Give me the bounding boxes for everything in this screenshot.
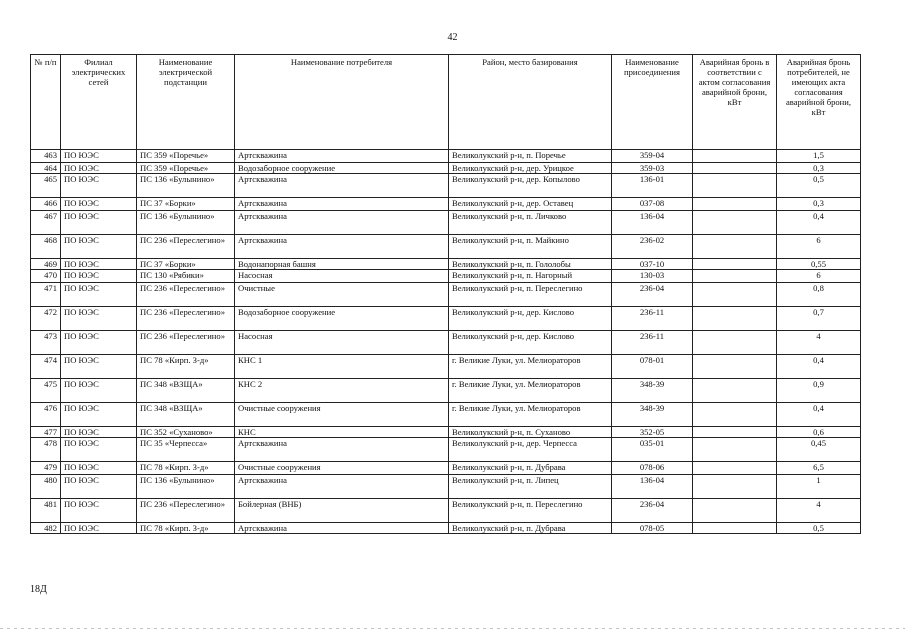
row-number-cell: 465 bbox=[31, 174, 61, 198]
reserve-act-cell bbox=[693, 198, 777, 211]
substation-cell: ПС 136 «Булынино» bbox=[137, 211, 235, 235]
header-cell: Наименование присоединения bbox=[612, 55, 693, 150]
table-row bbox=[31, 270, 861, 283]
district-cell: г. Великие Луки, ул. Мелиораторов bbox=[449, 379, 612, 403]
row-number-cell: 479 bbox=[31, 462, 61, 475]
row-number-cell: 471 bbox=[31, 283, 61, 307]
reserve-noact-cell: 0,4 bbox=[777, 355, 861, 379]
table-row bbox=[31, 523, 861, 534]
table-row bbox=[31, 499, 861, 523]
consumer-cell: Артскважина bbox=[235, 174, 449, 198]
branch-cell: ПО ЮЭС bbox=[61, 150, 137, 163]
row-number-cell: 478 bbox=[31, 438, 61, 462]
substation-cell: ПС 236 «Переслегино» bbox=[137, 307, 235, 331]
header-cell: Район, место базирования bbox=[449, 55, 612, 150]
connection-cell: 352-05 bbox=[612, 427, 693, 438]
reserve-act-cell bbox=[693, 379, 777, 403]
reserve-noact-cell: 0,4 bbox=[777, 211, 861, 235]
substation-cell: ПС 359 «Поречье» bbox=[137, 150, 235, 163]
consumer-cell: Артскважина bbox=[235, 211, 449, 235]
substation-cell: ПС 236 «Переслегино» bbox=[137, 283, 235, 307]
reserve-noact-cell: 6,5 bbox=[777, 462, 861, 475]
branch-cell: ПО ЮЭС bbox=[61, 523, 137, 534]
table-row bbox=[31, 259, 861, 270]
reserve-act-cell bbox=[693, 163, 777, 174]
substation-cell: ПС 348 «ВЗЩА» bbox=[137, 379, 235, 403]
row-number-cell: 476 bbox=[31, 403, 61, 427]
branch-cell: ПО ЮЭС bbox=[61, 438, 137, 462]
reserve-noact-cell: 6 bbox=[777, 270, 861, 283]
connection-cell: 348-39 bbox=[612, 403, 693, 427]
table-row bbox=[31, 462, 861, 475]
district-cell: Великолукский р-н, п. Дубрава bbox=[449, 462, 612, 475]
substation-cell: ПС 78 «Кирп. З-д» bbox=[137, 462, 235, 475]
table-row bbox=[31, 307, 861, 331]
table-row bbox=[31, 355, 861, 379]
district-cell: Великолукский р-н, дер. Копылово bbox=[449, 174, 612, 198]
consumer-cell: Насосная bbox=[235, 270, 449, 283]
reserve-table bbox=[30, 54, 861, 534]
table-row bbox=[31, 403, 861, 427]
connection-cell: 359-03 bbox=[612, 163, 693, 174]
row-number-cell: 466 bbox=[31, 198, 61, 211]
district-cell: Великолукский р-н, п. Переслегино bbox=[449, 283, 612, 307]
connection-cell: 130-03 bbox=[612, 270, 693, 283]
district-cell: Великолукский р-н, п. Суханово bbox=[449, 427, 612, 438]
reserve-noact-cell: 0,3 bbox=[777, 198, 861, 211]
substation-cell: ПС 352 «Суханово» bbox=[137, 427, 235, 438]
substation-cell: ПС 359 «Поречье» bbox=[137, 163, 235, 174]
reserve-act-cell bbox=[693, 270, 777, 283]
reserve-act-cell bbox=[693, 475, 777, 499]
branch-cell: ПО ЮЭС bbox=[61, 475, 137, 499]
consumer-cell: Бойлерная (ВНБ) bbox=[235, 499, 449, 523]
reserve-noact-cell: 0,6 bbox=[777, 427, 861, 438]
row-number-cell: 467 bbox=[31, 211, 61, 235]
district-cell: Великолукский р-н, дер. Кислово bbox=[449, 331, 612, 355]
reserve-noact-cell: 6 bbox=[777, 235, 861, 259]
reserve-noact-cell: 0,4 bbox=[777, 403, 861, 427]
table-row bbox=[31, 150, 861, 163]
table-row bbox=[31, 427, 861, 438]
consumer-cell: КНС bbox=[235, 427, 449, 438]
connection-cell: 136-04 bbox=[612, 211, 693, 235]
district-cell: Великолукский р-н, дер. Черпесса bbox=[449, 438, 612, 462]
row-number-cell: 481 bbox=[31, 499, 61, 523]
row-number-cell: 464 bbox=[31, 163, 61, 174]
reserve-noact-cell: 0,45 bbox=[777, 438, 861, 462]
reserve-act-cell bbox=[693, 331, 777, 355]
substation-cell: ПС 236 «Переслегино» bbox=[137, 331, 235, 355]
substation-cell: ПС 37 «Борки» bbox=[137, 259, 235, 270]
branch-cell: ПО ЮЭС bbox=[61, 163, 137, 174]
consumer-cell: Артскважина bbox=[235, 150, 449, 163]
row-number-cell: 477 bbox=[31, 427, 61, 438]
district-cell: Великолукский р-н, п. Майкино bbox=[449, 235, 612, 259]
row-number-cell: 482 bbox=[31, 523, 61, 534]
substation-cell: ПС 348 «ВЗЩА» bbox=[137, 403, 235, 427]
district-cell: Великолукский р-н, п. Поречье bbox=[449, 150, 612, 163]
branch-cell: ПО ЮЭС bbox=[61, 403, 137, 427]
connection-cell: 348-39 bbox=[612, 379, 693, 403]
branch-cell: ПО ЮЭС bbox=[61, 283, 137, 307]
reserve-act-cell bbox=[693, 403, 777, 427]
connection-cell: 078-01 bbox=[612, 355, 693, 379]
connection-cell: 037-08 bbox=[612, 198, 693, 211]
consumer-cell: Артскважина bbox=[235, 235, 449, 259]
branch-cell: ПО ЮЭС bbox=[61, 307, 137, 331]
header-row bbox=[31, 55, 861, 150]
row-number-cell: 469 bbox=[31, 259, 61, 270]
reserve-noact-cell: 4 bbox=[777, 499, 861, 523]
reserve-noact-cell: 1 bbox=[777, 475, 861, 499]
table-row bbox=[31, 331, 861, 355]
header-cell: Филиал электрических сетей bbox=[61, 55, 137, 150]
district-cell: Великолукский р-н, п. Липец bbox=[449, 475, 612, 499]
table-row bbox=[31, 475, 861, 499]
row-number-cell: 473 bbox=[31, 331, 61, 355]
consumer-cell: Очистные bbox=[235, 283, 449, 307]
substation-cell: ПС 78 «Кирп. З-д» bbox=[137, 355, 235, 379]
row-number-cell: 468 bbox=[31, 235, 61, 259]
reserve-act-cell bbox=[693, 499, 777, 523]
reserve-act-cell bbox=[693, 235, 777, 259]
consumer-cell: Водонапорная башня bbox=[235, 259, 449, 270]
connection-cell: 236-02 bbox=[612, 235, 693, 259]
substation-cell: ПС 35 «Черпесса» bbox=[137, 438, 235, 462]
reserve-act-cell bbox=[693, 174, 777, 198]
reserve-noact-cell: 0,8 bbox=[777, 283, 861, 307]
consumer-cell: Артскважина bbox=[235, 523, 449, 534]
reserve-act-cell bbox=[693, 259, 777, 270]
row-number-cell: 472 bbox=[31, 307, 61, 331]
substation-cell: ПС 136 «Булынино» bbox=[137, 174, 235, 198]
branch-cell: ПО ЮЭС bbox=[61, 379, 137, 403]
row-number-cell: 470 bbox=[31, 270, 61, 283]
header-cell: № п/п bbox=[31, 55, 61, 150]
consumer-cell: Артскважина bbox=[235, 438, 449, 462]
reserve-act-cell bbox=[693, 438, 777, 462]
connection-cell: 136-04 bbox=[612, 475, 693, 499]
reserve-noact-cell: 4 bbox=[777, 331, 861, 355]
substation-cell: ПС 236 «Переслегино» bbox=[137, 499, 235, 523]
branch-cell: ПО ЮЭС bbox=[61, 462, 137, 475]
district-cell: Великолукский р-н, п. Гололобы bbox=[449, 259, 612, 270]
row-number-cell: 475 bbox=[31, 379, 61, 403]
connection-cell: 035-01 bbox=[612, 438, 693, 462]
connection-cell: 078-05 bbox=[612, 523, 693, 534]
header-cell: Аварийная бронь в соответствии с актом согласования аварийной брони, кВт bbox=[693, 55, 777, 150]
table-row bbox=[31, 438, 861, 462]
branch-cell: ПО ЮЭС bbox=[61, 270, 137, 283]
reserve-act-cell bbox=[693, 283, 777, 307]
consumer-cell: Очистные сооружения bbox=[235, 403, 449, 427]
reserve-act-cell bbox=[693, 427, 777, 438]
branch-cell: ПО ЮЭС bbox=[61, 427, 137, 438]
row-number-cell: 474 bbox=[31, 355, 61, 379]
district-cell: Великолукский р-н, дер. Кислово bbox=[449, 307, 612, 331]
substation-cell: ПС 136 «Булынино» bbox=[137, 475, 235, 499]
reserve-noact-cell: 0,55 bbox=[777, 259, 861, 270]
substation-cell: ПС 130 «Рябики» bbox=[137, 270, 235, 283]
table-row bbox=[31, 235, 861, 259]
reserve-noact-cell: 0,5 bbox=[777, 523, 861, 534]
connection-cell: 236-04 bbox=[612, 283, 693, 307]
consumer-cell: КНС 2 bbox=[235, 379, 449, 403]
district-cell: г. Великие Луки, ул. Мелиораторов bbox=[449, 403, 612, 427]
consumer-cell: Водозаборное сооружение bbox=[235, 307, 449, 331]
branch-cell: ПО ЮЭС bbox=[61, 211, 137, 235]
reserve-noact-cell: 0,9 bbox=[777, 379, 861, 403]
branch-cell: ПО ЮЭС bbox=[61, 499, 137, 523]
table-row bbox=[31, 211, 861, 235]
table-row bbox=[31, 283, 861, 307]
substation-cell: ПС 236 «Переслегино» bbox=[137, 235, 235, 259]
row-number-cell: 480 bbox=[31, 475, 61, 499]
district-cell: Великолукский р-н, п. Дубрава bbox=[449, 523, 612, 534]
reserve-act-cell bbox=[693, 462, 777, 475]
reserve-noact-cell: 1,5 bbox=[777, 150, 861, 163]
district-cell: г. Великие Луки, ул. Мелиораторов bbox=[449, 355, 612, 379]
connection-cell: 236-04 bbox=[612, 499, 693, 523]
reserve-noact-cell: 0,5 bbox=[777, 174, 861, 198]
connection-cell: 136-01 bbox=[612, 174, 693, 198]
district-cell: Великолукский р-н, дер. Оставец bbox=[449, 198, 612, 211]
branch-cell: ПО ЮЭС bbox=[61, 259, 137, 270]
connection-cell: 037-10 bbox=[612, 259, 693, 270]
connection-cell: 236-11 bbox=[612, 331, 693, 355]
substation-cell: ПС 78 «Кирп. З-д» bbox=[137, 523, 235, 534]
reserve-act-cell bbox=[693, 150, 777, 163]
district-cell: Великолукский р-н, п. Личково bbox=[449, 211, 612, 235]
branch-cell: ПО ЮЭС bbox=[61, 174, 137, 198]
branch-cell: ПО ЮЭС bbox=[61, 235, 137, 259]
consumer-cell: Насосная bbox=[235, 331, 449, 355]
header-cell: Наименование потребителя bbox=[235, 55, 449, 150]
district-cell: Великолукский р-н, дер. Урицкое bbox=[449, 163, 612, 174]
header-cell: Наименование электрической подстанции bbox=[137, 55, 235, 150]
table-row bbox=[31, 379, 861, 403]
reserve-act-cell bbox=[693, 523, 777, 534]
connection-cell: 236-11 bbox=[612, 307, 693, 331]
consumer-cell: Артскважина bbox=[235, 475, 449, 499]
row-number-cell: 463 bbox=[31, 150, 61, 163]
reserve-act-cell bbox=[693, 307, 777, 331]
reserve-act-cell bbox=[693, 211, 777, 235]
header-cell: Аварийная бронь потребителей, не имеющих акта согласования аварийной брони, кВт bbox=[777, 55, 861, 150]
consumer-cell: Очистные сооружения bbox=[235, 462, 449, 475]
reserve-act-cell bbox=[693, 355, 777, 379]
substation-cell: ПС 37 «Борки» bbox=[137, 198, 235, 211]
consumer-cell: КНС 1 bbox=[235, 355, 449, 379]
consumer-cell: Артскважина bbox=[235, 198, 449, 211]
footer-code: 18Д bbox=[30, 584, 47, 595]
district-cell: Великолукский р-н, п. Переслегино bbox=[449, 499, 612, 523]
table-row bbox=[31, 198, 861, 211]
connection-cell: 359-04 bbox=[612, 150, 693, 163]
table-row bbox=[31, 163, 861, 174]
scan-artifact-line bbox=[0, 628, 905, 629]
branch-cell: ПО ЮЭС bbox=[61, 355, 137, 379]
reserve-noact-cell: 0,3 bbox=[777, 163, 861, 174]
connection-cell: 078-06 bbox=[612, 462, 693, 475]
page-number: 42 bbox=[447, 32, 458, 43]
table-row bbox=[31, 174, 861, 198]
consumer-cell: Водозаборное сооружение bbox=[235, 163, 449, 174]
district-cell: Великолукский р-н, п. Нагорный bbox=[449, 270, 612, 283]
branch-cell: ПО ЮЭС bbox=[61, 198, 137, 211]
reserve-noact-cell: 0,7 bbox=[777, 307, 861, 331]
branch-cell: ПО ЮЭС bbox=[61, 331, 137, 355]
